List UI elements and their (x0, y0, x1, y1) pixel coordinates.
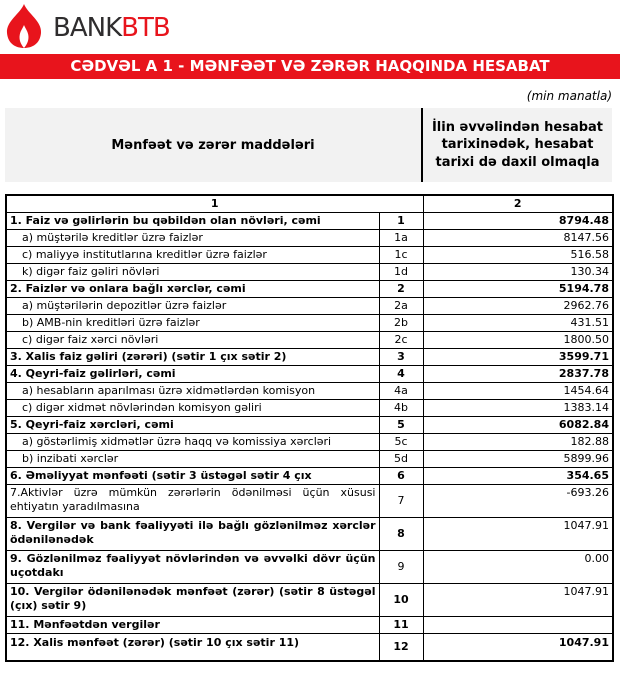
table-row (6, 550, 613, 583)
row-label: c) digər faiz xərci növləri (6, 331, 379, 348)
bank-logo-text (53, 6, 170, 50)
row-label: 9. Gözlənilməz fəaliyyət növlərindən və əvvəlki dövr üçün uçotdakı (6, 550, 379, 583)
row-label: b) AMB-nin kreditləri üzrə faizlər (6, 314, 379, 331)
logo-word-btb: BTB (121, 13, 170, 43)
row-value: 1800.50 (423, 331, 613, 348)
row-number: 5d (379, 450, 423, 467)
row-value: 8147.56 (423, 229, 613, 246)
row-number: 12 (379, 633, 423, 661)
row-value: 6082.84 (423, 416, 613, 433)
row-number: 5 (379, 416, 423, 433)
row-value: 1047.91 (423, 517, 613, 550)
row-value (423, 616, 613, 633)
row-number: 6 (379, 467, 423, 484)
table-row (6, 583, 613, 616)
row-label: 5. Qeyri-faiz xərcləri, cəmi (6, 416, 379, 433)
table-row (6, 263, 613, 280)
row-value: 182.88 (423, 433, 613, 450)
table-row (6, 433, 613, 450)
row-label: k) digər faiz gəliri növləri (6, 263, 379, 280)
row-label: 3. Xalis faiz gəliri (zərəri) (sətir 1 çıx sətir 2) (6, 348, 379, 365)
row-number: 4 (379, 365, 423, 382)
row-label: a) müştərilə kreditlər üzrə faizlər (6, 229, 379, 246)
row-number: 2 (379, 280, 423, 297)
row-number: 2a (379, 297, 423, 314)
logo-word-bank: BANK (53, 13, 122, 43)
table-row (6, 331, 613, 348)
row-value: 1047.91 (423, 583, 613, 616)
row-value: -693.26 (423, 484, 613, 517)
row-number: 2c (379, 331, 423, 348)
row-value: 5194.78 (423, 280, 613, 297)
row-label: 1. Faiz və gəlirlərin bu qəbildən olan növləri, cəmi (6, 212, 379, 229)
table-header-strip (5, 108, 612, 182)
row-value: 2837.78 (423, 365, 613, 382)
row-number: 10 (379, 583, 423, 616)
items-column-header: Mənfəət və zərər maddələri (111, 137, 315, 153)
row-number: 1a (379, 229, 423, 246)
table-row (6, 314, 613, 331)
row-value: 354.65 (423, 467, 613, 484)
table-row (6, 467, 613, 484)
row-number: 1d (379, 263, 423, 280)
row-label: c) digər xidmət növlərindən komisyon gəliri (6, 399, 379, 416)
row-number: 9 (379, 550, 423, 583)
row-number: 4b (379, 399, 423, 416)
row-value: 1454.64 (423, 382, 613, 399)
table-row (6, 229, 613, 246)
row-label: 10. Vergilər ödənilənədək mənfəət (zərər) (sətir 8 üstəgəl (çıx) sətir 9) (6, 583, 379, 616)
table-row (6, 297, 613, 314)
profit-loss-table (5, 194, 614, 662)
row-value: 5899.96 (423, 450, 613, 467)
table-row (6, 212, 613, 229)
row-number: 2b (379, 314, 423, 331)
row-label: a) hesabların aparılması üzrə xidmətlərdən komisyon (6, 382, 379, 399)
row-label: 7.Aktivlər üzrə mümkün zərərlərin ödənilməsi üçün xüsusi ehtiyatın yaradılmasına (6, 484, 379, 517)
table-row (6, 616, 613, 633)
unit-note: (min manatla) (526, 89, 612, 103)
row-number: 5c (379, 433, 423, 450)
column-number-2: 2 (423, 195, 613, 212)
table-row (6, 399, 613, 416)
table-row (6, 382, 613, 399)
row-number: 4a (379, 382, 423, 399)
row-label: 2. Faizlər və onlara bağlı xərclər, cəmi (6, 280, 379, 297)
row-value: 431.51 (423, 314, 613, 331)
row-label: 4. Qeyri-faiz gəlirləri, cəmi (6, 365, 379, 382)
bank-logo (0, 0, 620, 50)
row-label: b) inzibati xərclər (6, 450, 379, 467)
column-number-1: 1 (6, 195, 423, 212)
row-value: 130.34 (423, 263, 613, 280)
row-value: 1047.91 (423, 633, 613, 661)
table-row (6, 484, 613, 517)
column-number-row (6, 195, 613, 212)
table-row (6, 517, 613, 550)
row-number: 1 (379, 212, 423, 229)
row-value: 2962.76 (423, 297, 613, 314)
table-row (6, 246, 613, 263)
row-label: 6. Əməliyyat mənfəəti (sətir 3 üstəgəl sətir 4 çıx (6, 467, 379, 484)
row-number: 7 (379, 484, 423, 517)
table-row (6, 348, 613, 365)
period-column-header: İlin əvvəlindən hesabat tarixinədək, hesabat tarixi də daxil olmaqla (421, 108, 612, 182)
table-row (6, 365, 613, 382)
row-value: 3599.71 (423, 348, 613, 365)
row-number: 11 (379, 616, 423, 633)
row-label: a) göstərlimiş xidmətlər üzrə haqq və komissiya xərcləri (6, 433, 379, 450)
row-value: 516.58 (423, 246, 613, 263)
row-label: 12. Xalis mənfəət (zərər) (sətir 10 çıx sətir 11) (6, 633, 379, 661)
flame-icon (4, 4, 44, 52)
table-row (6, 416, 613, 433)
report-table-body (6, 195, 613, 661)
table-row (6, 633, 613, 661)
row-label: a) müştərilərin depozitlər üzrə faizlər (6, 297, 379, 314)
report-title-banner: CƏDVƏL A 1 - MƏNFƏƏT VƏ ZƏRƏR HAQQINDA HESABAT (0, 54, 620, 79)
row-label: 11. Mənfəətdən vergilər (6, 616, 379, 633)
row-value: 1383.14 (423, 399, 613, 416)
row-number: 3 (379, 348, 423, 365)
table-row (6, 450, 613, 467)
row-number: 1c (379, 246, 423, 263)
row-label: 8. Vergilər və bank fəaliyyəti ilə bağlı gözlənilməz xərclər ödənilənədək (6, 517, 379, 550)
row-label: c) maliyyə institutlarına kreditlər üzrə faizlər (6, 246, 379, 263)
table-row (6, 280, 613, 297)
row-number: 8 (379, 517, 423, 550)
row-value: 8794.48 (423, 212, 613, 229)
row-value: 0.00 (423, 550, 613, 583)
